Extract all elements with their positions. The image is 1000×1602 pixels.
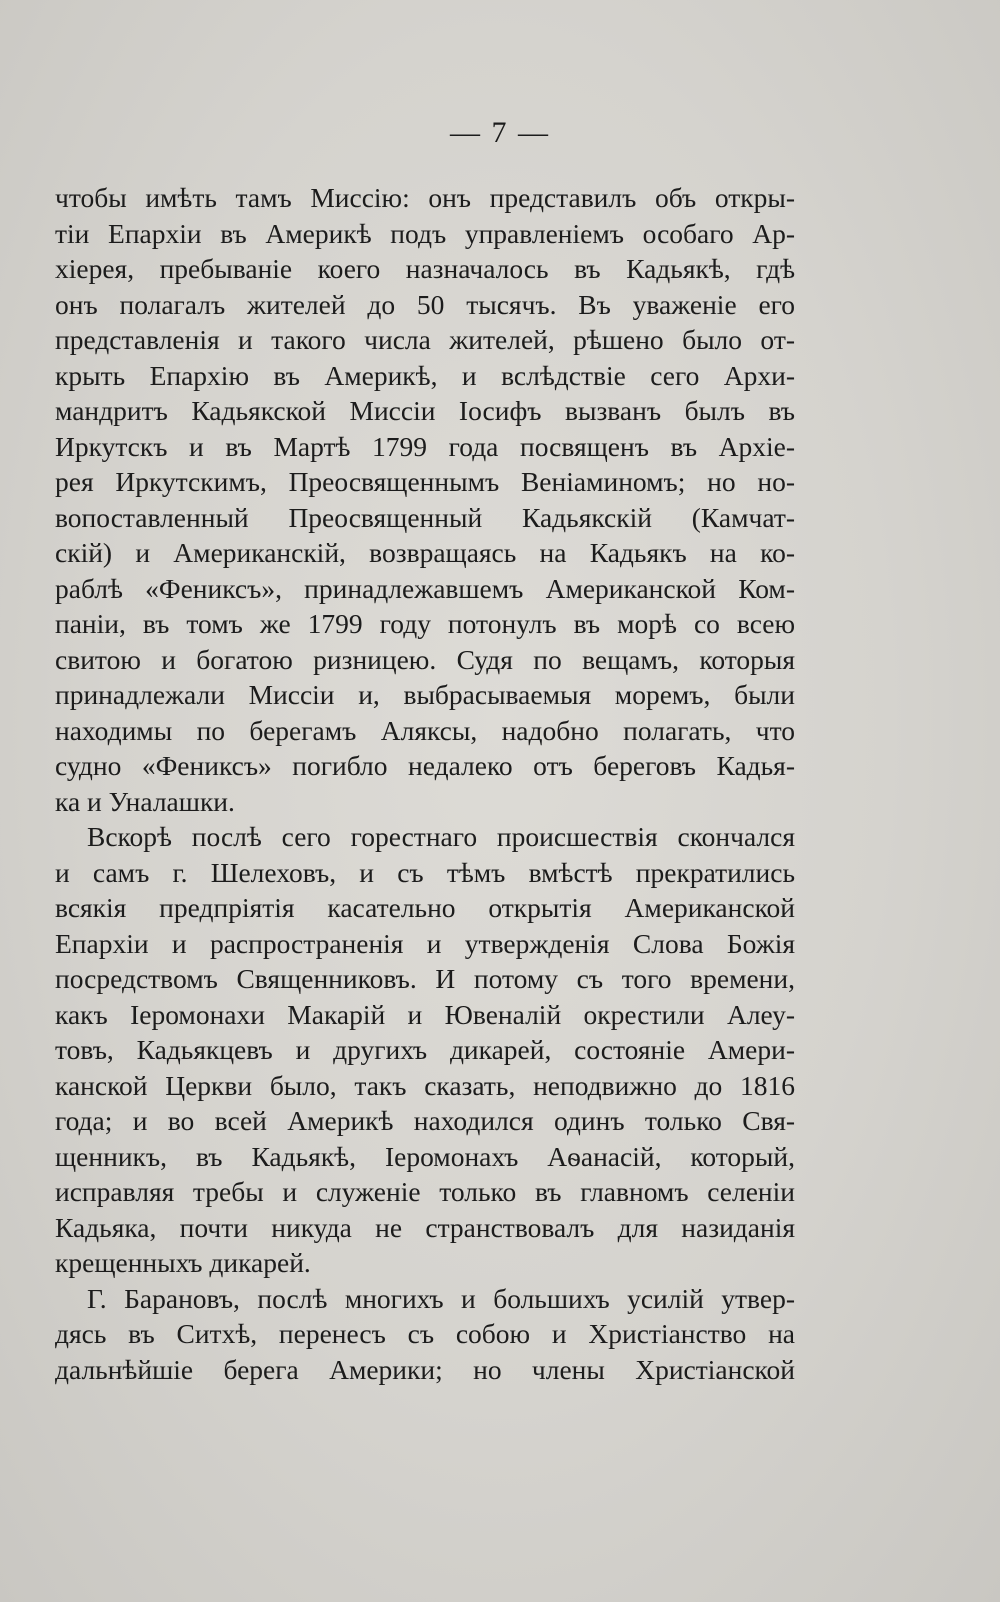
paragraph-2 (55, 819, 795, 1281)
text-line: дясь въ Ситхѣ, перенесъ съ собою и Христіанство на (55, 1318, 795, 1349)
text-line: Кадьяка, почти никуда не странствовалъ для назиданія (55, 1211, 795, 1243)
text-line: посредствомъ Священниковъ. И потому съ того времени, (55, 963, 795, 994)
text-line: принадлежали Миссіи и, выбрасываемыя моремъ, были (55, 679, 795, 710)
page-number: — 7 — (450, 116, 550, 149)
text-line: тіи Епархіи въ Америкѣ подъ управленіемъ особаго Ар- (55, 217, 795, 249)
text-line: года; и во всей Америкѣ находился одинъ только Свя- (55, 1105, 795, 1136)
text-line: мандритъ Кадьякской Миссіи Іосифъ вызванъ былъ въ (55, 395, 795, 426)
text-line: исправляя требы и служеніе только въ главномъ селеніи (55, 1176, 795, 1207)
text-line: дальнѣйшіе берега Америки; но члены Христіанской (55, 1353, 795, 1385)
paragraph-3 (55, 1281, 795, 1388)
text-line: ка и Уналашки. (55, 785, 235, 817)
text-line: Г. Барановъ, послѣ многихъ и большихъ усилій утвер- (87, 1282, 795, 1314)
text-line: онъ полагалъ жителей до 50 тысячъ. Въ уваженіе его (55, 288, 795, 320)
text-line: крыть Епархію въ Америкѣ, и вслѣдствіе сего Архи- (55, 359, 795, 391)
text-line: и самъ г. Шелеховъ, и съ тѣмъ вмѣстѣ прекратились (55, 856, 795, 888)
text-line: канской Церкви было, такъ сказать, неподвижно до 1816 (55, 1069, 795, 1101)
body-text (55, 180, 795, 1387)
text-line: крещенныхъ дикарей. (55, 1247, 311, 1278)
text-line: судно «Фениксъ» погибло недалеко отъ береговъ Кадья- (55, 750, 795, 781)
text-line: находимы по берегамъ Аляксы, надобно полагать, что (55, 714, 795, 746)
text-line: какъ Іеромонахи Макарій и Ювеналій окрестили Алеу- (55, 998, 795, 1030)
text-line: вопоставленный Преосвященный Кадьякскій (Камчат- (55, 501, 795, 533)
text-line: Епархіи и распространенія и утвержденія Слова Божія (55, 927, 795, 959)
text-line: товъ, Кадьякцевъ и другихъ дикарей, состояніе Амери- (55, 1034, 795, 1065)
paragraph-1 (55, 180, 795, 819)
text-line: хіерея, пребываніе коего назначалось въ Кадьякѣ, гдѣ (55, 253, 795, 284)
text-line: всякія предпріятія касательно открытія Американской (55, 892, 795, 923)
text-line: раблѣ «Фениксъ», принадлежавшемъ Американской Ком- (55, 572, 795, 604)
text-line: Вскорѣ послѣ сего горестнаго происшествія скончался (87, 821, 795, 852)
text-line: щенникъ, въ Кадьякѣ, Іеромонахъ Аѳанасій, который, (55, 1140, 795, 1172)
text-line: свитою и богатою ризницею. Судя по вещамъ, которыя (55, 643, 795, 675)
text-line: чтобы имѣть тамъ Миссію: онъ представилъ объ откры- (55, 182, 795, 213)
text-line: представленія и такого числа жителей, рѣшено было от- (55, 324, 795, 355)
text-line: скій) и Американскій, возвращаясь на Кадьякъ на ко- (55, 537, 795, 568)
text-line: Иркутскъ и въ Мартѣ 1799 года посвященъ въ Архіе- (55, 430, 795, 462)
text-line: рея Иркутскимъ, Преосвященнымъ Веніаминомъ; но но- (55, 466, 795, 497)
text-line: паніи, въ томъ же 1799 году потонулъ въ морѣ со всею (55, 608, 795, 639)
